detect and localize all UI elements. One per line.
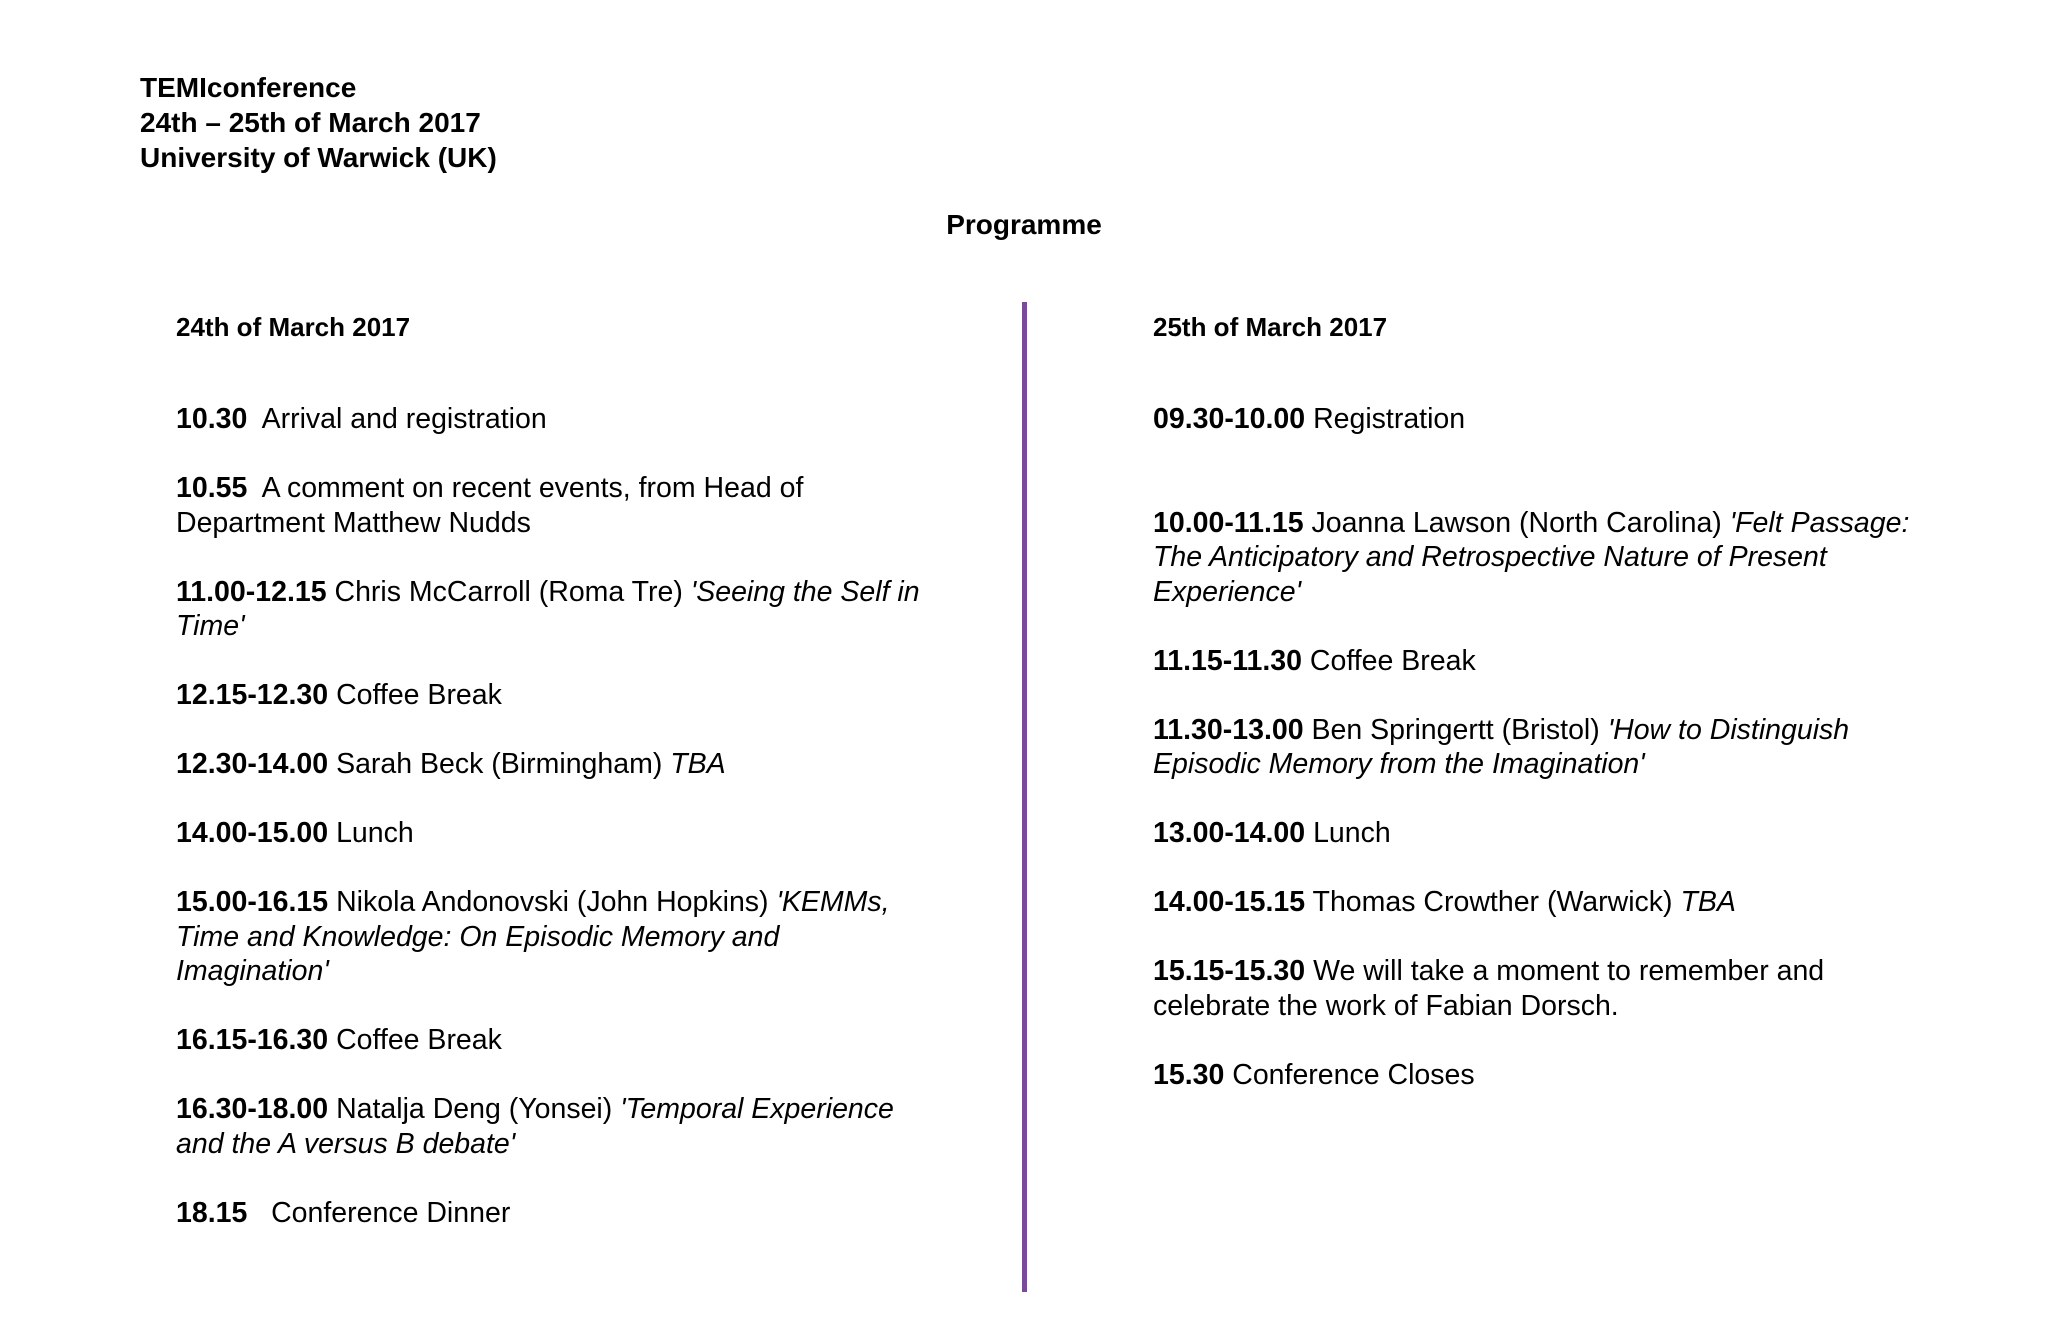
entry-text: Coffee Break [336, 1024, 502, 1056]
entry-text: Arrival and registration [261, 403, 547, 435]
schedule-entry [176, 678, 936, 713]
entry-text: Nikola Andonovski (John Hopkins) [336, 886, 777, 918]
schedule-entry [176, 1092, 936, 1161]
entry-text: Joanna Lawson (North Carolina) [1311, 506, 1730, 539]
entry-text: Conference Dinner [271, 1196, 511, 1229]
talk-title: 'Felt Passage: The Anticipatory and Retrospective Nature of Present Experience' [1153, 506, 1910, 608]
entry-time: 15.00-16.15 [176, 886, 329, 918]
entry-separator [328, 817, 336, 849]
entry-text: A comment on recent events, from Head of Department Matthew Nudds [176, 472, 804, 539]
talk-title: 'KEMMs, Time and Knowledge: On Episodic Memory and Imagination' [176, 886, 890, 987]
entry-separator [328, 679, 336, 711]
entry-text: Thomas Crowther (Warwick) [1312, 886, 1681, 918]
schedule-entry [1153, 954, 1913, 1023]
entry-separator [328, 748, 336, 780]
schedule-entry [1153, 506, 1913, 610]
entry-time: 16.30-18.00 [176, 1093, 329, 1125]
day2-column [1153, 310, 1913, 1127]
day1-column [176, 310, 936, 1265]
entry-text: Coffee Break [336, 679, 502, 711]
entry-text: Lunch [336, 817, 414, 849]
entry-time: 13.00-14.00 [1153, 817, 1306, 849]
schedule-entry [1153, 713, 1913, 782]
entry-time: 11.15-11.30 [1153, 644, 1302, 677]
day1-heading: 24th of March 2017 [176, 312, 411, 342]
entry-text: Conference Closes [1232, 1058, 1475, 1091]
entry-separator [328, 1024, 336, 1056]
talk-title: TBA [1680, 886, 1736, 918]
schedule-entry [176, 1196, 936, 1231]
talk-title: 'How to Distinguish Episodic Memory from the Imagination' [1153, 713, 1850, 780]
conference-dates: 24th – 25th of March 2017 [140, 107, 481, 138]
schedule-entry [176, 816, 936, 851]
entry-time: 12.15-12.30 [176, 679, 329, 711]
schedule-entry [1153, 644, 1913, 679]
entry-text: We will take a moment to remember and celebrate the work of Fabian Dorsch. [1153, 955, 1825, 1022]
schedule-entry [176, 885, 936, 989]
entry-separator [1305, 955, 1313, 987]
entry-time: 12.30-14.00 [176, 748, 329, 780]
entry-time: 18.15 [176, 1196, 248, 1229]
entry-separator [247, 1197, 271, 1229]
schedule-entry [1153, 816, 1913, 851]
entry-time: 15.15-15.30 [1153, 955, 1306, 987]
entry-separator [328, 1093, 336, 1125]
schedule-entry [1153, 1058, 1913, 1093]
entry-text: Registration [1313, 403, 1466, 435]
schedule-entry [1153, 885, 1913, 920]
entry-time: 15.30 [1153, 1058, 1225, 1091]
column-divider [1022, 302, 1027, 1292]
schedule-entry [176, 575, 936, 644]
schedule-entry [176, 1023, 936, 1058]
entry-time: 10.55 [176, 472, 248, 504]
entry-separator [1302, 645, 1310, 677]
entry-time: 11.00-12.15 [176, 575, 327, 608]
entry-time: 10.00-11.15 [1153, 506, 1304, 539]
talk-title: 'Temporal Experience and the A versus B debate' [176, 1093, 894, 1160]
talk-title: TBA [670, 748, 726, 780]
conference-header [140, 70, 497, 175]
entry-separator [328, 886, 336, 918]
entry-text: Coffee Break [1309, 644, 1476, 677]
entry-separator [247, 403, 261, 435]
entry-text: Lunch [1313, 817, 1391, 849]
entry-time: 16.15-16.30 [176, 1024, 329, 1056]
conference-venue: University of Warwick (UK) [140, 142, 497, 173]
conference-name: TEMIconference [140, 72, 357, 103]
schedule-entry [176, 402, 936, 437]
page-title: Programme [946, 209, 1102, 240]
entry-separator [1305, 403, 1313, 435]
entry-text: Sarah Beck (Birmingham) [336, 748, 671, 780]
entry-text: Chris McCarroll (Roma Tre) [334, 575, 691, 608]
schedule-entry [176, 747, 936, 782]
entry-time: 09.30-10.00 [1153, 403, 1306, 435]
entry-text: Ben Springertt (Bristol) [1311, 713, 1608, 746]
day2-heading: 25th of March 2017 [1153, 312, 1388, 342]
schedule-entry [176, 471, 936, 540]
talk-title: 'Seeing the Self in Time' [176, 575, 920, 642]
entry-time: 14.00-15.00 [176, 817, 329, 849]
schedule-entry [1153, 402, 1913, 437]
entry-text: Natalja Deng (Yonsei) [336, 1093, 621, 1125]
entry-time: 14.00-15.15 [1153, 886, 1306, 918]
entry-time: 10.30 [176, 403, 248, 435]
entry-time: 11.30-13.00 [1153, 713, 1304, 746]
entry-separator [1305, 817, 1313, 849]
entry-separator [1305, 886, 1312, 918]
entry-separator [247, 472, 261, 504]
